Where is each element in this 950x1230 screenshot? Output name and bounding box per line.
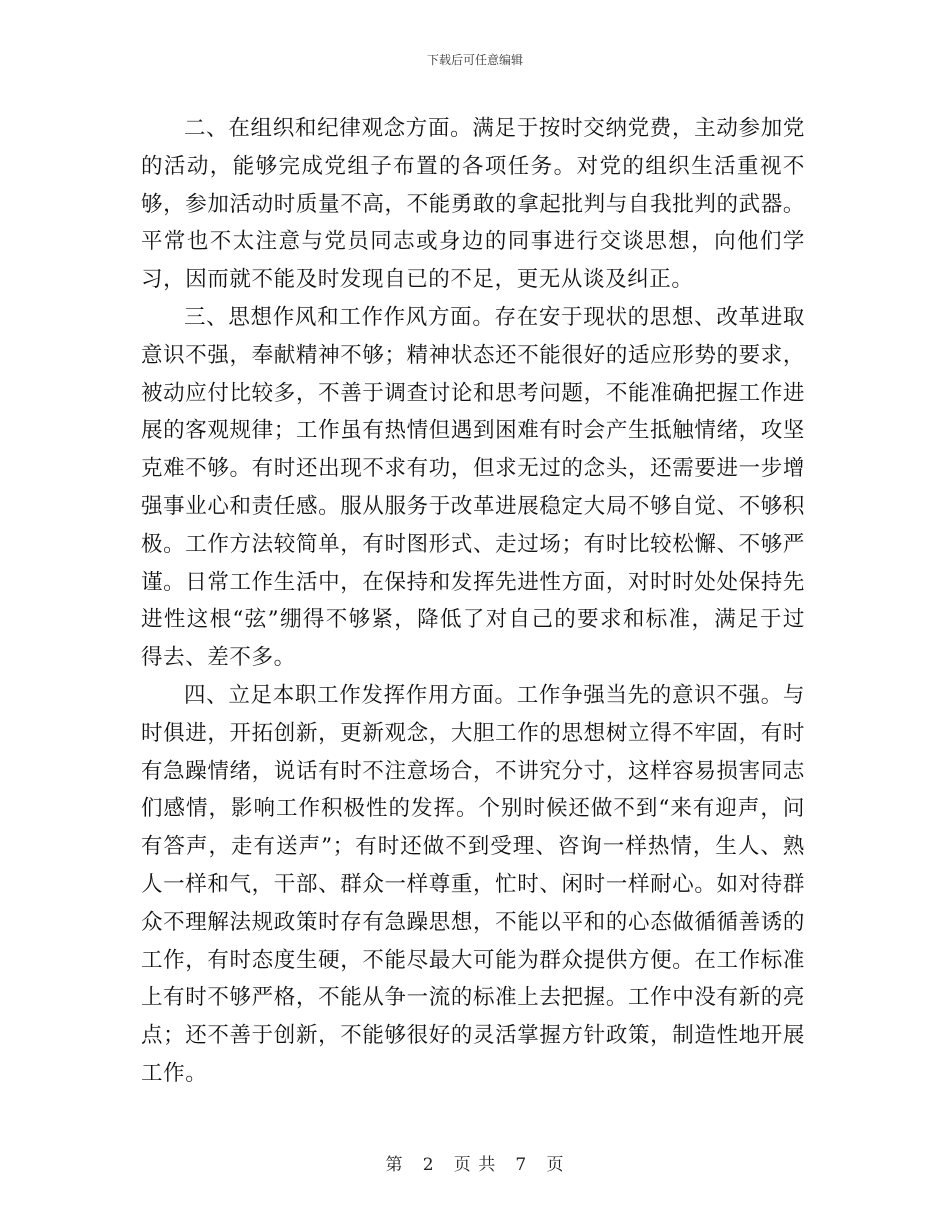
footer-total-pages: 7 (515, 1155, 528, 1175)
footer-page-number: 2 (422, 1155, 435, 1175)
page-footer (0, 1154, 950, 1176)
paragraph-job-role: 四、立足本职工作发挥作用方面。工作争强当先的意识不强。与时俱进，开拓创新，更新观念，大胆工作的思想树立得不牢固，有时有急躁情绪，说话有时不注意场合，不讲究分寸，这样容易损害同志们感情，影响工作积极性的发挥。个别时候还做不到“来有迎声，问有答声，走有送声”；有时还做不到受理、咨询一样热情，生人、熟人一样和气，干部、群众一样尊重，忙时、闲时一样耐心。如对待群众不理解法规政策时存有急躁思想，不能以平和的心态做循循善诱的工作，有时态度生硬，不能尽最大可能为群众提供方便。在工作标准上有时不够严格，不能从争一流的标准上去把握。工作中没有新的亮点；还不善于创新，不能够很好的灵活掌握方针政策，制造性地开展工作。 (141, 682, 805, 1086)
footer-middle: 页 共 (453, 1155, 497, 1175)
footer-suffix: 页 (546, 1155, 565, 1175)
footer-prefix: 第 (385, 1155, 404, 1175)
paragraph-work-style: 三、思想作风和工作作风方面。存在安于现状的思想、改革进取意识不强，奉献精神不够；精神状态还不能很好的适应形势的要求，被动应付比较多，不善于调查讨论和思考问题，不能准确把握工作进展的客观规律；工作虽有热情但遇到困难有时会产生抵触情绪，攻坚克难不够。有时还出现不求有功，但求无过的念头，还需要进一步增强事业心和责任感。服从服务于改革进展稳定大局不够自觉、不够积极。工作方法较简单，有时图形式、走过场；有时比较松懈、不够严谨。日常工作生活中，在保持和发挥先进性方面，对时时处处保持先进性这根“弦”绷得不够紧，降低了对自己的要求和标准，满足于过得去、差不多。 (141, 304, 805, 671)
document-body (141, 110, 805, 1093)
header-text: 下载后可任意编辑 (426, 53, 523, 67)
paragraph-organization-discipline: 二、在组织和纪律观念方面。满足于按时交纳党费，主动参加党的活动，能够完成党组子布置的各项任务。对党的组织生活重视不够，参加活动时质量不高，不能勇敢的拿起批判与自我批判的武器。平常也不太注意与党员同志或身边的同事进行交谈思想，向他们学习，因而就不能及时发现自已的不足，更无从谈及纠正。 (141, 116, 805, 293)
page-header (0, 52, 950, 68)
